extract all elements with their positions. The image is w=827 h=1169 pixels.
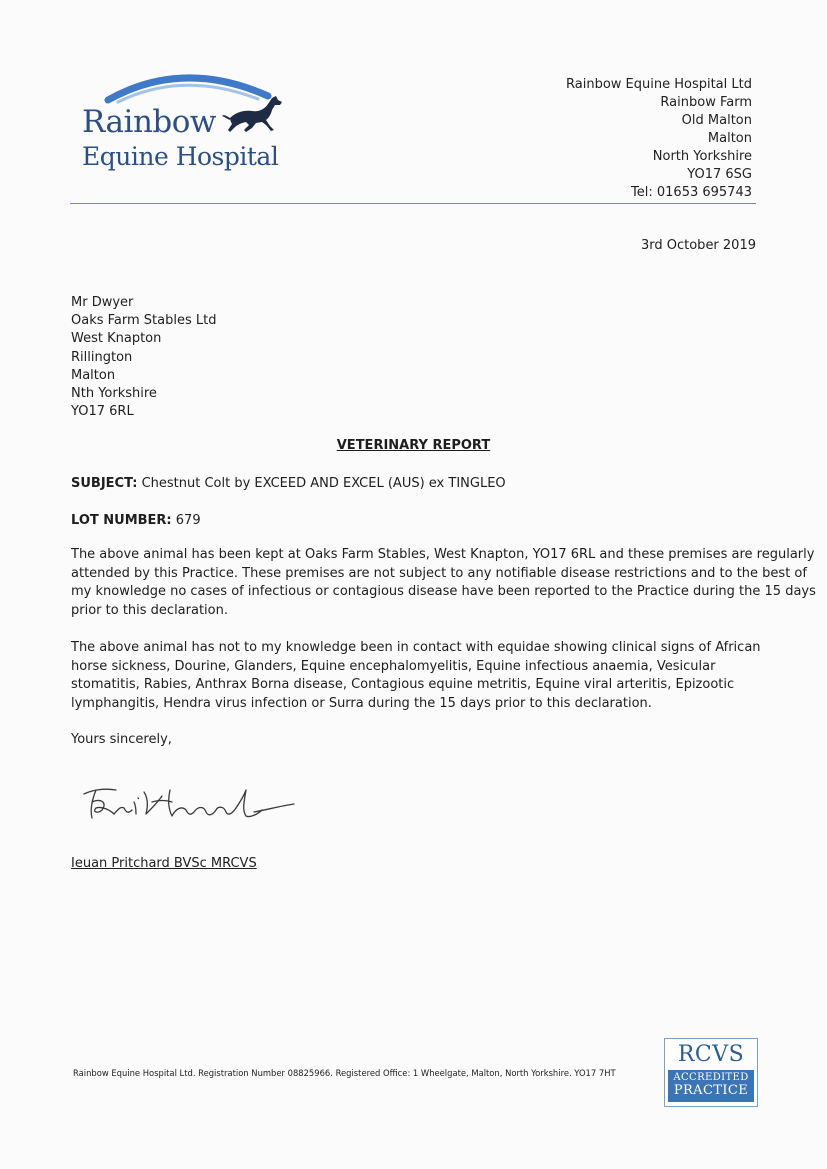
paragraph-line: The above animal has not to my knowledge been in contact with equidae showing clinical signs of African [71, 640, 761, 655]
recipient-line: West Knapton [71, 331, 162, 347]
recipient-line: Rillington [71, 349, 133, 365]
lot-number-value: 679 [171, 513, 201, 528]
footer-registration: Rainbow Equine Hospital Ltd. Registration Number 08825966. Registered Office: 1 Wheelgate, Malton, North Yorkshire. YO17 7HT [73, 1068, 616, 1078]
paragraph-line: my knowledge no cases of infectious or contagious disease have been reported to the Practice during the 15 days [71, 584, 816, 600]
paragraph-line: attended by this Practice. These premises are not subject to any notifiable disease restrictions and to the best of [71, 565, 807, 581]
paragraph-line: lymphangitis, Hendra virus infection or Surra during the 15 days prior to this declaration. [71, 695, 652, 711]
address-line: Rainbow Equine Hospital Ltd [566, 77, 752, 92]
address-phone: Tel: 01653 695743 [631, 185, 752, 200]
subject-line [71, 476, 506, 491]
logo-text-equine-hospital: Equine Hospital [82, 142, 279, 171]
recipient-line: Malton [71, 367, 116, 383]
paragraph-premises [71, 546, 816, 620]
badge-band [668, 1070, 754, 1102]
recipient-line: YO17 6RL [71, 404, 134, 420]
logo-text-rainbow: Rainbow [82, 104, 216, 140]
subject-value: Chestnut Colt by EXCEED AND EXCEL (AUS) ex TINGLEO [137, 476, 506, 491]
handwritten-signature [82, 772, 297, 834]
address-line: North Yorkshire [652, 149, 752, 164]
paragraph-line: stomatitis, Rabies, Anthrax Borna disease, Contagious equine metritis, Equine viral arteritis, Epizootic [71, 677, 735, 693]
paragraph-line: prior to this declaration. [71, 602, 228, 618]
report-title-text: VETERINARY REPORT [336, 438, 491, 453]
paragraph-line: The above animal has been kept at Oaks Farm Stables, West Knapton, YO17 6RL and these premises are regularly [71, 547, 815, 562]
subject-label: SUBJECT: [71, 476, 138, 491]
address-line: Malton [707, 131, 752, 146]
badge-rcvs-text: RCVS [677, 1042, 745, 1067]
lot-number-label: LOT NUMBER: [71, 513, 172, 528]
badge-practice-text: PRACTICE [673, 1083, 749, 1098]
sender-address [566, 76, 752, 202]
closing: Yours sincerely, [71, 732, 172, 747]
address-line: Rainbow Farm [660, 95, 752, 110]
paragraph-line: horse sickness, Dourine, Glanders, Equine encephalomyelitis, Equine infectious anaemia, Vesicular [71, 658, 716, 674]
signatory-name: Ieuan Pritchard BVSc MRCVS [71, 856, 257, 871]
recipient-line: Mr Dwyer [71, 295, 134, 310]
recipient-line: Nth Yorkshire [71, 386, 157, 402]
paragraph-diseases [71, 639, 771, 713]
letter-date: 3rd October 2019 [640, 238, 756, 253]
lot-number-line [71, 513, 201, 528]
recipient-address [71, 294, 216, 421]
hospital-logo [78, 66, 293, 178]
rcvs-accredited-badge [664, 1038, 758, 1107]
recipient-line: Oaks Farm Stables Ltd [71, 313, 217, 329]
header-divider [70, 203, 756, 204]
badge-accredited-text: ACCREDITED [673, 1072, 749, 1083]
address-line: Old Malton [681, 113, 752, 128]
galloping-horse-icon [222, 92, 292, 142]
report-title [0, 438, 827, 453]
address-line: YO17 6SG [687, 167, 752, 182]
